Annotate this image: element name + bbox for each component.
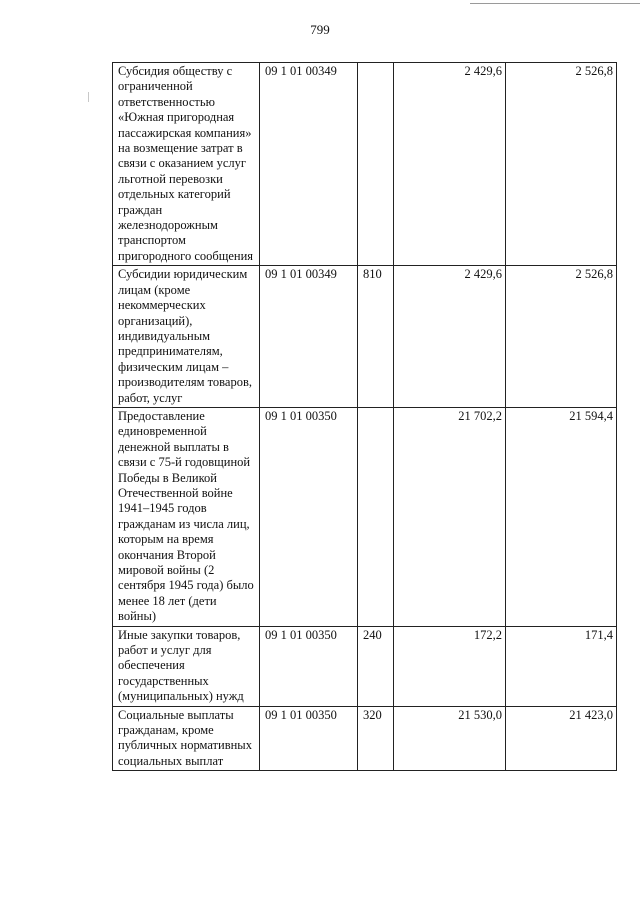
amount-year2-cell: 2 526,8 <box>506 63 617 266</box>
target-article-code-cell: 09 1 01 00350 <box>260 626 358 706</box>
row-name-cell: Социальные выплаты гражданам, кроме публичных нормативных социальных выплат <box>113 706 260 771</box>
row-name-cell: Иные закупки товаров, работ и услуг для обеспечения государственных (муниципальных) нужд <box>113 626 260 706</box>
row-name-cell: Субсидии юридическим лицам (кроме некоммерческих организаций), индивидуальным предпринимателям, физическим лицам – производителям товаров, работ, услуг <box>113 266 260 408</box>
row-name-cell: Субсидия обществу с ограниченной ответственностью «Южная пригородная пассажирская компания» на возмещение затрат в связи с оказанием услуг льготной перевозки отдельных категорий граждан железнодорожным транспортом пригородного сообщения <box>113 63 260 266</box>
expense-type-cell: 320 <box>358 706 394 771</box>
amount-year2-cell: 171,4 <box>506 626 617 706</box>
target-article-code-cell: 09 1 01 00349 <box>260 266 358 408</box>
table-row <box>113 266 617 408</box>
amount-year1-cell: 2 429,6 <box>394 266 506 408</box>
target-article-code-cell: 09 1 01 00349 <box>260 63 358 266</box>
table-row <box>113 63 617 266</box>
budget-table <box>112 62 617 771</box>
amount-year1-cell: 172,2 <box>394 626 506 706</box>
page-number: 799 <box>310 22 330 37</box>
table-row <box>113 407 617 626</box>
row-name-cell: Предоставление единовременной денежной выплаты в связи с 75-й годовщиной Победы в Великой Отечественной войне 1941–1945 годов гражданам из числа лиц, которым на время окончания Второй мировой войны (2 сентября 1945 года) было менее 18 лет (дети войны) <box>113 407 260 626</box>
table-row <box>113 626 617 706</box>
expense-type-cell: 810 <box>358 266 394 408</box>
target-article-code-cell: 09 1 01 00350 <box>260 706 358 771</box>
amount-year1-cell: 21 530,0 <box>394 706 506 771</box>
amount-year2-cell: 21 594,4 <box>506 407 617 626</box>
expense-type-cell <box>358 407 394 626</box>
target-article-code-cell: 09 1 01 00350 <box>260 407 358 626</box>
amount-year2-cell: 21 423,0 <box>506 706 617 771</box>
amount-year1-cell: 21 702,2 <box>394 407 506 626</box>
scan-edge-line <box>470 3 640 4</box>
amount-year1-cell: 2 429,6 <box>394 63 506 266</box>
amount-year2-cell: 2 526,8 <box>506 266 617 408</box>
scan-margin-mark <box>88 92 89 102</box>
table-row <box>113 706 617 771</box>
expense-type-cell <box>358 63 394 266</box>
expense-type-cell: 240 <box>358 626 394 706</box>
